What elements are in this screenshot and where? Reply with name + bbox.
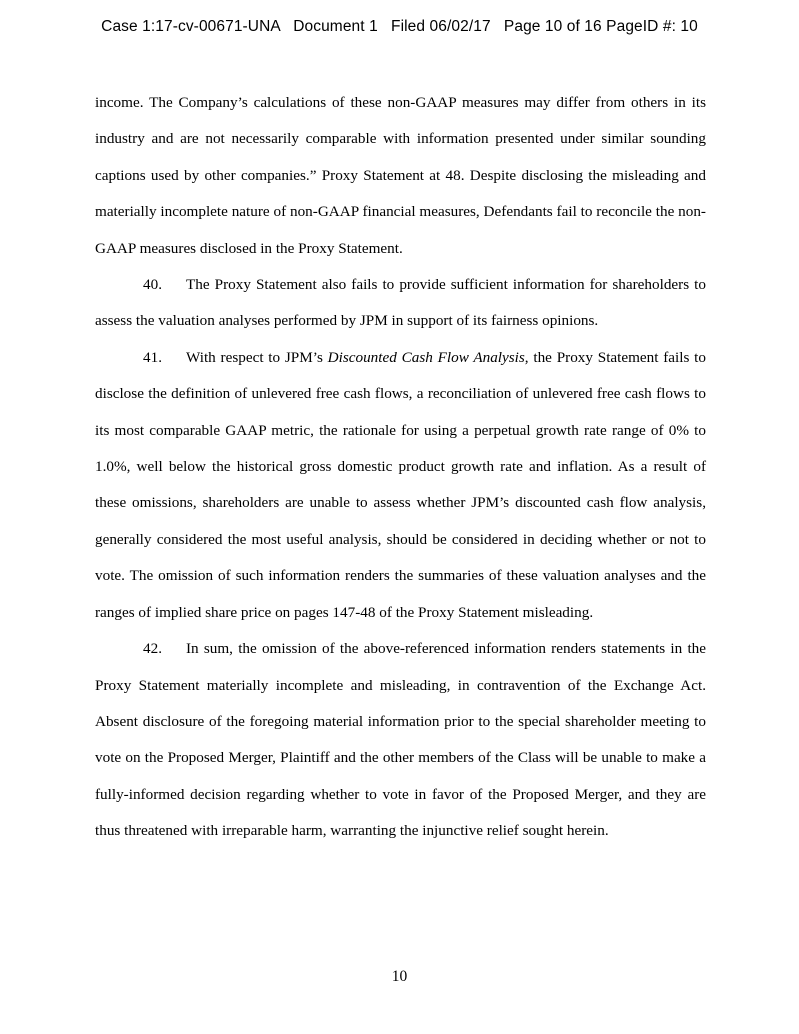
document-number: Document 1: [293, 18, 378, 35]
page-id: PageID #: 10: [606, 18, 698, 35]
page-count: Page 10 of 16: [503, 18, 602, 35]
paragraph-number: 42.: [143, 640, 162, 658]
analysis-title: Discounted Cash Flow Analysis: [327, 348, 525, 366]
paragraph-text: In sum, the omission of the above-referenced information renders statements in the Proxy Statement materially incomplete and misleading, in contravention of the Exchange Act. Absent disclosure of the foregoing material information prior to the special shareholder meeting to vote on the Proposed Merger, Plaintiff and the other members of the Class will be unable to make a fully-informed decision regarding whether to vote in favor of the Proposed Merger, and they are thus threatened with irreparable harm, warranting the injunctive relief sought herein.: [95, 640, 706, 840]
case-header: [0, 18, 799, 36]
filed-date: Filed 06/02/17: [391, 18, 491, 35]
paragraph-41: [95, 340, 706, 631]
document-body: [95, 85, 706, 850]
paragraph-text: The Proxy Statement also fails to provide sufficient information for shareholders to assess the valuation analyses performed by JPM in support of its fairness opinions.: [95, 276, 706, 330]
paragraph-number: 40.: [143, 276, 162, 294]
case-number: Case 1:17-cv-00671-UNA: [101, 18, 280, 35]
continuation-paragraph: income. The Company’s calculations of these non-GAAP measures may differ from others in its industry and are not necessarily comparable with information presented under similar sounding captions used by other companies.” Proxy Statement at 48. Despite disclosing the misleading and materially incomplete nature of non-GAAP financial measures, Defendants fail to reconcile the non-GAAP measures disclosed in the Proxy Statement.: [95, 94, 706, 257]
paragraph-42: [95, 631, 706, 849]
paragraph-text: , the Proxy Statement fails to disclose the definition of unlevered free cash flows, a reconciliation of unlevered free cash flows to its most comparable GAAP metric, the rationale for using a perpetual growth rate range of 0% to 1.0%, well below the historical gross domestic product growth rate and inflation. As a result of these omissions, shareholders are unable to assess whether JPM’s discounted cash flow analysis, generally considered the most useful analysis, should be considered in deciding whether or not to vote. The omission of such information renders the summaries of these valuation analyses and the ranges of implied share price on pages 147-48 of the Proxy Statement misleading.: [95, 348, 706, 621]
paragraph-text: With respect to JPM’s: [186, 348, 328, 366]
paragraph-40: [95, 267, 706, 340]
paragraph-number: 41.: [143, 348, 162, 366]
page-number: 10: [391, 968, 408, 985]
